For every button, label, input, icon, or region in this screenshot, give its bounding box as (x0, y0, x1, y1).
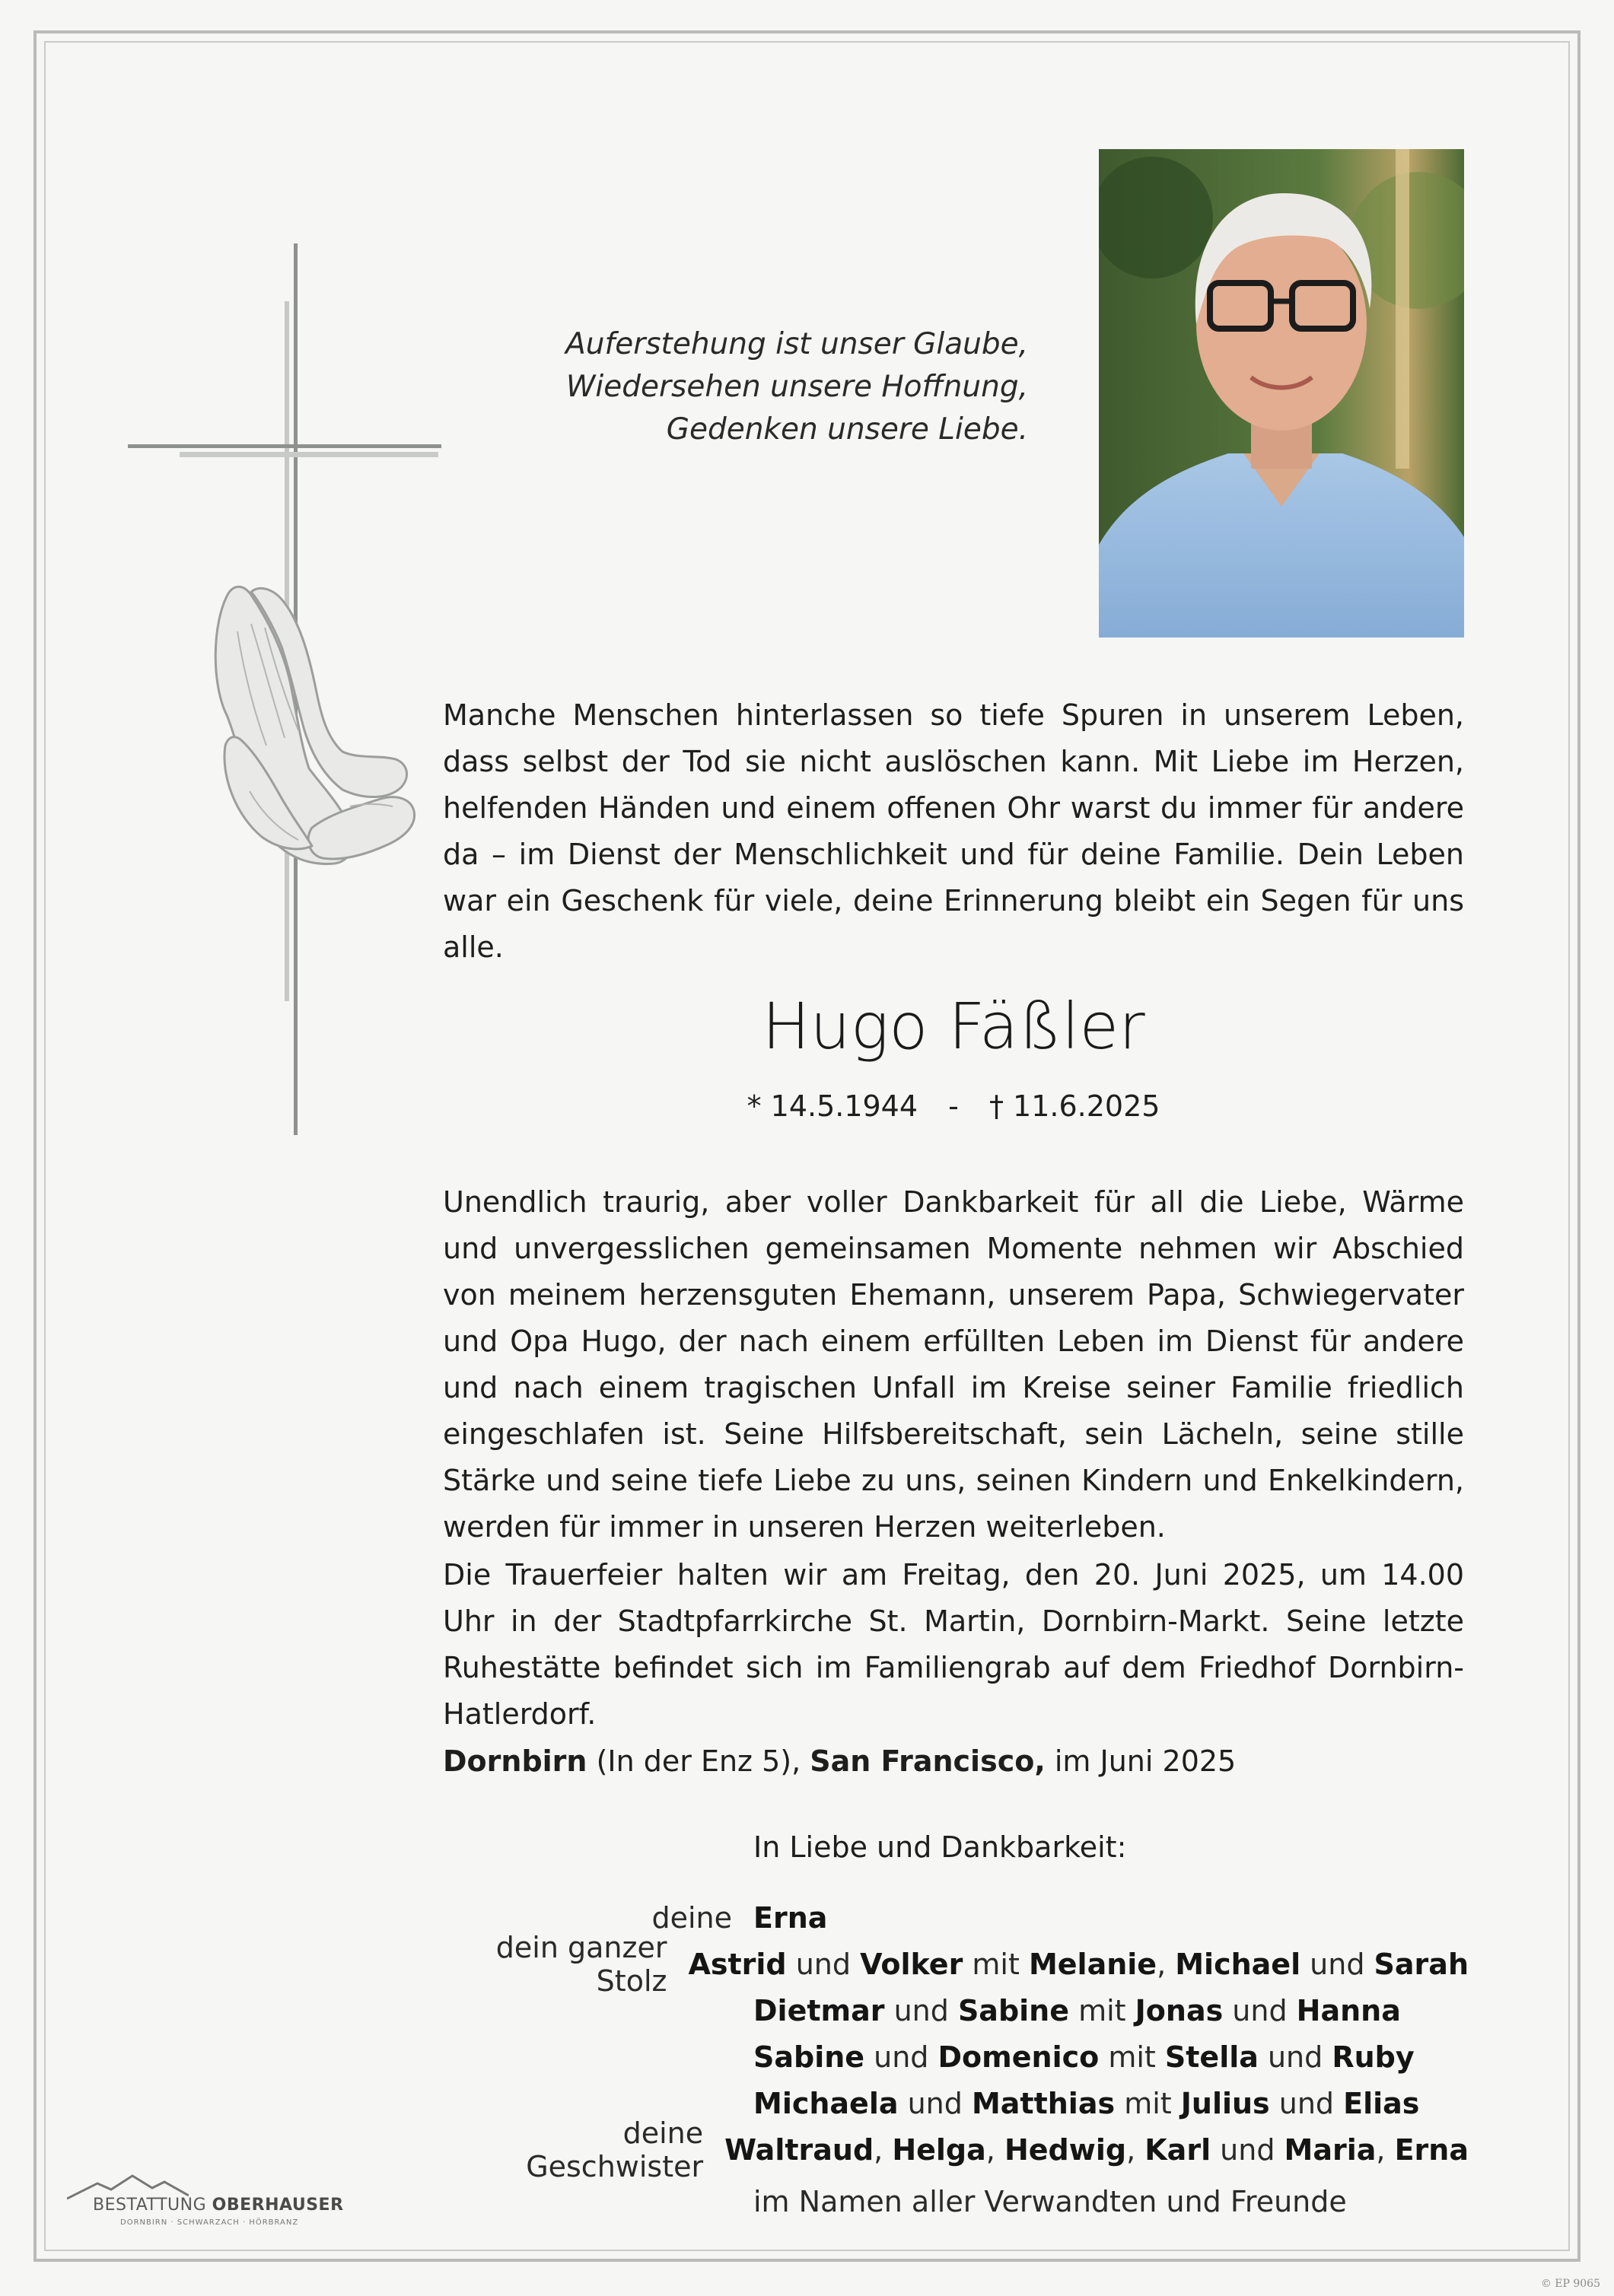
thanks-line: In Liebe und Dankbarkeit: (753, 1830, 1127, 1864)
mourner-names (753, 2040, 1415, 2074)
funeral-home-logo (67, 2173, 344, 2227)
mourners-list (457, 1894, 1469, 2183)
mourner-name: Ruby (1332, 2040, 1415, 2074)
place-city-2: San Francisco, (810, 1744, 1046, 1778)
mourner-name: Sabine (957, 1993, 1069, 2027)
place-date: im Juni 2025 (1054, 1744, 1237, 1778)
mourner-connector: und (1211, 2132, 1285, 2167)
mourner-connector: und (864, 2040, 938, 2074)
mourner-label: deine Geschwister (526, 2116, 704, 2183)
quote-line-1: Auferstehung ist unser Glaube, (565, 327, 1028, 361)
mourner-names (724, 2133, 1469, 2167)
quote-block (541, 323, 1028, 451)
mourner-row (457, 2116, 1469, 2183)
mourner-name: Hedwig (1004, 2132, 1127, 2167)
intro-paragraph: Manche Menschen hinterlassen so tiefe Spuren in unserem Leben, dass selbst der Tod sie nicht auslöschen kann. Mit Liebe im Herzen, helfenden Händen und einem offenen Ohr warst du immer für andere da – im Dienst der Menschlichkeit und für deine Familie. Dein Leben war ein Geschenk für viele, deine Erinnerung bleibt ein Segen für uns alle. (443, 698, 1464, 964)
mourner-connector: , (874, 2132, 893, 2167)
place-line (443, 1738, 1236, 1785)
mourner-names (753, 1901, 827, 1935)
mourner-connector: , (1126, 2132, 1145, 2167)
mourner-names (753, 1994, 1401, 2027)
mourner-name: Domenico (938, 2040, 1100, 2074)
mourner-name: Dietmar (753, 1993, 885, 2027)
mourner-name: Stella (1164, 2040, 1259, 2074)
mourner-name: Waltraud (724, 2132, 874, 2167)
logo-text (93, 2196, 344, 2215)
birth-date: * 14.5.1944 (747, 1089, 918, 1123)
mourner-name: Hanna (1296, 1993, 1401, 2027)
date-separator: - (948, 1089, 959, 1123)
portrait-photo (1099, 149, 1464, 638)
mourner-connector: und (884, 1993, 958, 2027)
deceased-name: Hugo Fäßler (762, 989, 1145, 1064)
main-paragraph: Unendlich traurig, aber voller Dankbarkeit für all die Liebe, Wärme und unvergesslichen gemeinsamen Momente nehmen wir Abschied von meinem herzensguten Ehemann, unserem Papa, Schwiegervater und Opa Hugo, der nach einem erfüllten Leben im Dienst für andere und nach einem tragischen Unfall im Kreise seiner Familie friedlich eingeschlafen ist. Seine Hilfsbereitschaft, sein Lächeln, seine stille Stärke und seine tiefe Liebe zu uns, seinen Kindern und Enkelkindern, werden für immer in unseren Herzen weiterleben. (443, 1185, 1464, 1544)
logo-prefix: BESTATTUNG (93, 2196, 207, 2215)
quote-line-3: Gedenken unsere Liebe. (666, 412, 1028, 447)
mourner-name: Matthias (971, 2086, 1116, 2120)
print-code: © EP 9065 (1540, 2278, 1600, 2290)
mourner-connector: , (1157, 1947, 1176, 1981)
mourner-names (753, 2087, 1419, 2120)
death-date: † 11.6.2025 (988, 1089, 1160, 1123)
mourner-connector: und (898, 2086, 972, 2120)
place-address: (In der Enz 5), (596, 1744, 801, 1778)
mourner-connector: , (1376, 2132, 1395, 2167)
mourner-connector: und (1269, 2086, 1344, 2120)
mourner-name: Maria (1284, 2132, 1377, 2167)
mourner-connector: , (985, 2132, 1004, 2167)
mourner-connector: und (1258, 2040, 1332, 2074)
mourner-name: Sabine (753, 2040, 865, 2074)
mourner-name: Erna (1394, 2132, 1469, 2167)
mourner-name: Helga (892, 2132, 986, 2167)
mourner-name: Astrid (688, 1947, 787, 1981)
mourner-name: Michaela (753, 2086, 899, 2120)
mourner-name: Jonas (1135, 1993, 1224, 2027)
logo-subtitle: DORNBIRN · SCHWARZACH · HÖRBRANZ (120, 2218, 299, 2227)
mourner-name: Elias (1343, 2086, 1420, 2120)
mourner-name: Karl (1144, 2132, 1211, 2167)
mourner-connector: mit (1069, 1993, 1135, 2027)
mourner-connector: mit (1115, 2086, 1181, 2120)
mourner-connector: mit (1099, 2040, 1165, 2074)
final-line: im Namen aller Verwandten und Freunde (753, 2185, 1347, 2218)
mourner-names (688, 1948, 1469, 1981)
mourner-row (457, 2034, 1469, 2080)
mourner-row (457, 1930, 1469, 1998)
mourner-name: Volker (860, 1947, 963, 1981)
mourner-connector: mit (963, 1947, 1029, 1981)
life-dates (443, 1089, 1464, 1123)
cross-with-praying-hands-icon (122, 243, 441, 1156)
quote-line-2: Wiedersehen unsere Hoffnung, (565, 370, 1028, 404)
mourner-name: Sarah (1374, 1947, 1469, 1981)
mourner-label: deine (651, 1900, 732, 1935)
mourner-name: Michael (1175, 1947, 1301, 1981)
mourner-label: dein ganzer Stolz (495, 1930, 667, 1998)
mourner-connector: und (786, 1947, 861, 1981)
place-city-1: Dornbirn (443, 1744, 587, 1778)
mourner-name: Julius (1180, 2086, 1270, 2120)
funeral-paragraph: Die Trauerfeier halten wir am Freitag, den 20. Juni 2025, um 14.00 Uhr in der Stadtpfarrkirche St. Martin, Dornbirn-Markt. Seine letzte Ruhestätte befindet sich im Familiengrab auf dem Friedhof Dornbirn-Hatlerdorf. (443, 1558, 1464, 1731)
mourner-name: Melanie (1028, 1947, 1157, 1981)
logo-brand: OBERHAUSER (212, 2196, 344, 2215)
mourner-name: Erna (753, 1900, 828, 1935)
mourner-connector: und (1300, 1947, 1374, 1981)
mourner-connector: und (1223, 1993, 1297, 2027)
